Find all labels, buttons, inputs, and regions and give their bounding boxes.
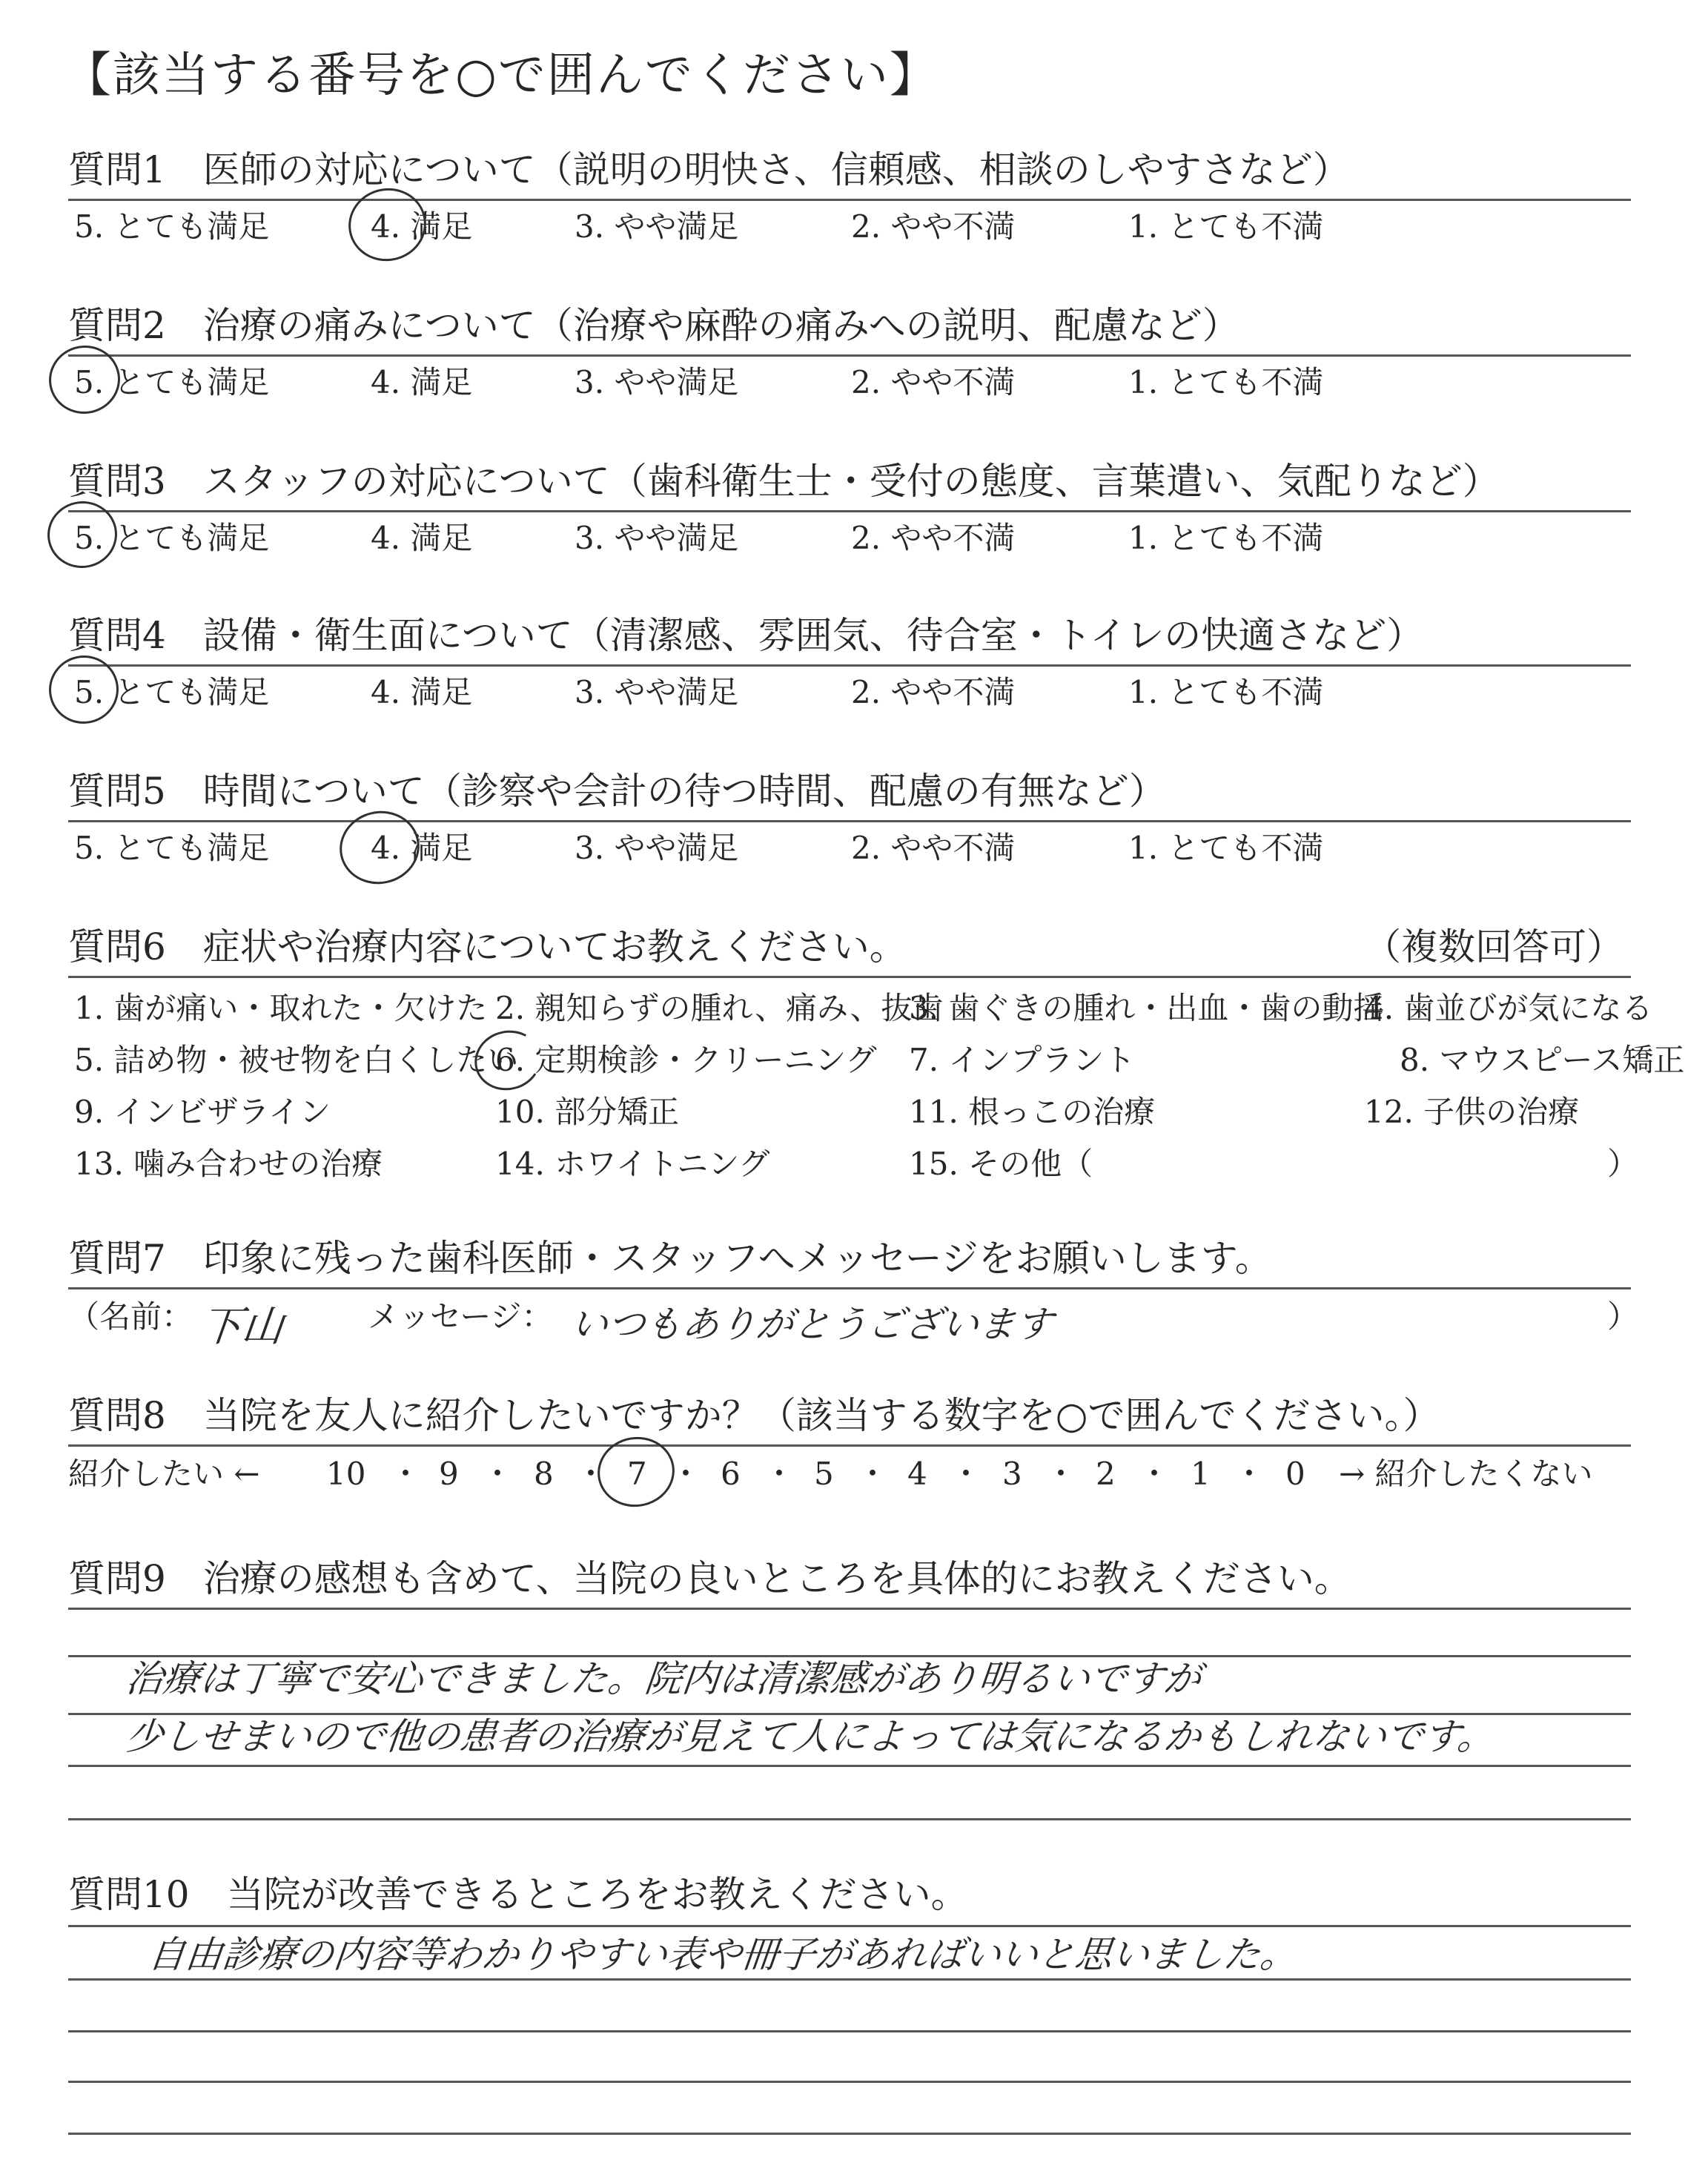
q1-option-5[interactable]: 5. とても満足	[74, 208, 270, 245]
q8-scale-8[interactable]: 8	[534, 1456, 554, 1492]
q1-option-4[interactable]: 4. 満足	[371, 208, 473, 245]
q8-sep: ・	[1045, 1456, 1077, 1492]
question-8-rule	[68, 1444, 1631, 1447]
q8-sep: ・	[950, 1456, 982, 1492]
q6-option-5[interactable]: 5. 詰め物・被せ物を白くしたい	[74, 1042, 519, 1078]
q8-sep: ・	[764, 1456, 795, 1492]
q4-option-3[interactable]: 3. やや満足	[575, 674, 739, 710]
q10-line-5	[68, 2133, 1631, 2135]
q2-option-4[interactable]: 4. 満足	[371, 364, 473, 400]
q8-sep: ・	[390, 1456, 422, 1492]
question-4-title: 質問4 設備・衛生面について（清潔感、雰囲気、待合室・トイレの快適さなど）	[68, 614, 1424, 657]
question-7-rule	[68, 1287, 1631, 1289]
q10-line-3	[68, 2030, 1631, 2032]
q2-option-1[interactable]: 1. とても不満	[1128, 364, 1324, 400]
q9-answer-line-2[interactable]: 少しせまいので他の患者の治療が見えて人によっては気になるかもしれないです。	[123, 1715, 1497, 1758]
q7-name-label: （名前：	[68, 1298, 193, 1335]
q6-option-1[interactable]: 1. 歯が痛い・取れた・欠けた	[74, 990, 488, 1026]
q8-left-label: 紹介したい ←	[68, 1456, 260, 1492]
q2-selection-circle	[44, 340, 126, 419]
q8-scale-2[interactable]: 2	[1096, 1456, 1116, 1492]
q5-option-5[interactable]: 5. とても満足	[74, 830, 270, 866]
question-5-title: 質問5 時間について（診察や会計の待つ時間、配慮の有無など）	[68, 770, 1166, 813]
q8-sep: ・	[1139, 1456, 1171, 1492]
question-7-title: 質問7 印象に残った歯科医師・スタッフへメッセージをお願いします。	[68, 1237, 1272, 1280]
question-6-rule	[68, 976, 1631, 978]
question-8-title: 質問8 当院を友人に紹介したいですか？（該当する数字を○で囲んでください。）	[68, 1394, 1440, 1437]
q6-option-9[interactable]: 9. インビザライン	[74, 1094, 331, 1130]
q8-scale-0[interactable]: 0	[1285, 1456, 1305, 1492]
question-5-rule	[68, 820, 1631, 822]
sheet-title: 【該当する番号を○で囲んでください】	[64, 48, 939, 103]
q9-line-1	[68, 1608, 1631, 1610]
q6-option-8[interactable]: 8. マウスピース矯正	[1400, 1042, 1685, 1078]
q6-option-2[interactable]: 2. 親知らずの腫れ、痛み、抜歯	[495, 990, 944, 1026]
q4-option-2[interactable]: 2. やや不満	[851, 674, 1016, 710]
q9-answer-line-1[interactable]: 治療は丁寧で安心できました。院内は清潔感があり明るいですが	[123, 1657, 1204, 1700]
question-10-title: 質問10 当院が改善できるところをお教えください。	[68, 1873, 968, 1916]
q8-sep: ・	[857, 1456, 889, 1492]
q3-option-5[interactable]: 5. とても満足	[74, 520, 270, 556]
q8-scale-6[interactable]: 6	[721, 1456, 741, 1492]
q7-message-value[interactable]: いつもありがとうございます	[568, 1303, 1056, 1346]
q2-option-3[interactable]: 3. やや満足	[575, 364, 739, 400]
question-6-title: 質問6 症状や治療内容についてお教えください。	[68, 925, 907, 968]
q7-close-paren: ）	[1607, 1298, 1639, 1335]
q2-option-5[interactable]: 5. とても満足	[74, 364, 270, 400]
question-3-title: 質問3 スタッフの対応について（歯科衛生士・受付の態度、言葉遣い、気配りなど）	[68, 460, 1500, 503]
q5-option-1[interactable]: 1. とても不満	[1128, 830, 1324, 866]
q6-selection-circle	[469, 1023, 548, 1097]
q6-option-13[interactable]: 13. 噛み合わせの治療	[74, 1146, 383, 1182]
q2-option-2[interactable]: 2. やや不満	[851, 364, 1016, 400]
question-3-rule	[68, 510, 1631, 512]
q8-scale-4[interactable]: 4	[907, 1456, 927, 1492]
q6-option-7[interactable]: 7. インプラント	[909, 1042, 1136, 1078]
q4-option-1[interactable]: 1. とても不満	[1128, 674, 1324, 710]
question-2-rule	[68, 354, 1631, 357]
q1-option-1[interactable]: 1. とても不満	[1128, 208, 1324, 245]
q8-right-label: → 紹介したくない	[1339, 1456, 1593, 1492]
q4-selection-circle	[44, 650, 125, 730]
question-2-title: 質問2 治療の痛みについて（治療や麻酔の痛みへの説明、配慮など）	[68, 304, 1239, 347]
q8-sep: ・	[1234, 1456, 1265, 1492]
q5-selection-circle	[333, 804, 426, 891]
q8-sep: ・	[575, 1456, 607, 1492]
q8-sep: ・	[482, 1456, 514, 1492]
q8-scale-10[interactable]: 10	[326, 1456, 366, 1492]
q3-selection-circle	[43, 497, 122, 572]
q6-option-12[interactable]: 12. 子供の治療	[1364, 1094, 1580, 1130]
q5-option-2[interactable]: 2. やや不満	[851, 830, 1016, 866]
q5-option-3[interactable]: 3. やや満足	[575, 830, 739, 866]
q10-line-2	[68, 1978, 1631, 1981]
q9-line-5	[68, 1818, 1631, 1820]
q8-scale-9[interactable]: 9	[439, 1456, 459, 1492]
q8-scale-1[interactable]: 1	[1191, 1456, 1211, 1492]
question-1-title: 質問1 医師の対応について（説明の明快さ、信頼感、相談のしやすさなど）	[68, 148, 1350, 191]
question-9-title: 質問9 治療の感想も含めて、当院の良いところを具体的にお教えください。	[68, 1557, 1351, 1600]
q1-option-2[interactable]: 2. やや不満	[851, 208, 1016, 245]
q4-option-5[interactable]: 5. とても満足	[74, 674, 270, 710]
q6-option-3[interactable]: 3. 歯ぐきの腫れ・出血・歯の動揺	[909, 990, 1385, 1026]
q9-line-4	[68, 1765, 1631, 1767]
q8-scale-5[interactable]: 5	[814, 1456, 834, 1492]
q6-option-15-other[interactable]: 15. その他（	[909, 1146, 1093, 1182]
q4-option-4[interactable]: 4. 満足	[371, 674, 473, 710]
q5-option-4[interactable]: 4. 満足	[371, 830, 473, 866]
q8-selection-circle	[592, 1431, 681, 1513]
question-4-rule	[68, 664, 1631, 667]
q8-scale-3[interactable]: 3	[1002, 1456, 1022, 1492]
q10-line-1	[68, 1925, 1631, 1927]
question-1-rule	[68, 199, 1631, 201]
q10-answer-line-1[interactable]: 自由診療の内容等わかりやすい表や冊子があればいいと思いました。	[145, 1933, 1300, 1976]
q6-option-10[interactable]: 10. 部分矯正	[495, 1094, 680, 1130]
question-6-note: （複数回答可）	[1364, 925, 1623, 968]
q1-option-3[interactable]: 3. やや満足	[575, 208, 739, 245]
q3-option-1[interactable]: 1. とても不満	[1128, 520, 1324, 556]
q1-selection-circle	[342, 181, 433, 268]
q6-option-14[interactable]: 14. ホワイトニング	[495, 1146, 770, 1182]
q3-option-3[interactable]: 3. やや満足	[575, 520, 739, 556]
q3-option-2[interactable]: 2. やや不満	[851, 520, 1016, 556]
q8-scale-7[interactable]: 7	[627, 1456, 647, 1492]
q10-line-4	[68, 2081, 1631, 2083]
q6-option-11[interactable]: 11. 根っこの治療	[909, 1094, 1156, 1130]
q7-name-value[interactable]: 下山	[197, 1303, 286, 1351]
q6-other-close-paren: ）	[1607, 1146, 1639, 1182]
q6-option-4[interactable]: 4. 歯並びが気になる	[1364, 990, 1653, 1026]
q8-sep: ・	[670, 1456, 702, 1492]
q7-message-label: メッセージ：	[368, 1298, 553, 1335]
q3-option-4[interactable]: 4. 満足	[371, 520, 473, 556]
q6-option-6[interactable]: 6. 定期検診・クリーニング	[495, 1042, 877, 1078]
